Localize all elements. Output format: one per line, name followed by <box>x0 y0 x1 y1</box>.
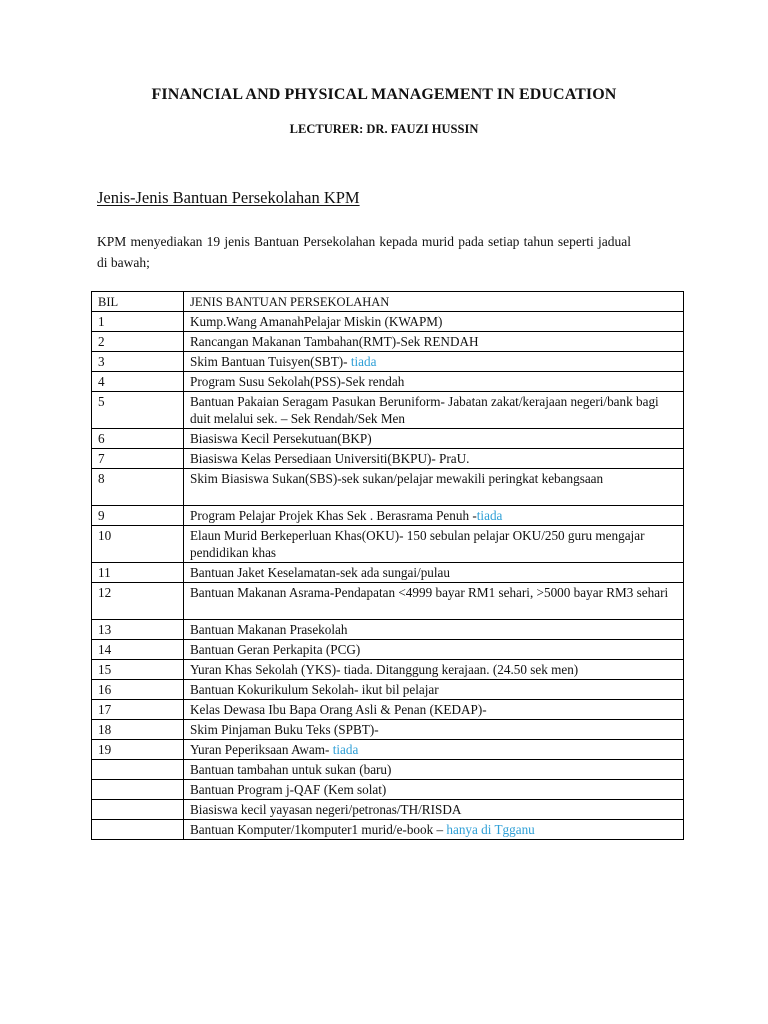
section-heading: Jenis-Jenis Bantuan Persekolahan KPM <box>97 188 360 207</box>
row-text <box>184 820 684 840</box>
row-text-main: Bantuan Komputer/1komputer1 murid/e-book – <box>190 822 447 837</box>
table-row <box>92 720 684 740</box>
row-bil: 16 <box>92 680 184 700</box>
row-text <box>184 583 684 620</box>
row-text-main: Bantuan Pakaian Seragam Pasukan Beruniform- Jabatan zakat/kerajaan negeri/bank bagi duit melalui sek. – Sek Rendah/Sek Men <box>190 394 659 426</box>
row-text <box>184 312 684 332</box>
row-text <box>184 800 684 820</box>
row-text <box>184 469 684 506</box>
row-bil: 12 <box>92 583 184 620</box>
row-bil: 14 <box>92 640 184 660</box>
row-text <box>184 429 684 449</box>
row-text-main: Yuran Peperiksaan Awam- <box>190 742 333 757</box>
row-note: tiada <box>476 508 503 523</box>
row-bil: 5 <box>92 392 184 429</box>
row-text <box>184 760 684 780</box>
table-row <box>92 392 684 429</box>
header-bil: BIL <box>92 292 184 312</box>
row-text-main: Bantuan Makanan Prasekolah <box>190 622 348 637</box>
row-bil: 6 <box>92 429 184 449</box>
row-text <box>184 352 684 372</box>
table-row <box>92 332 684 352</box>
table-row <box>92 372 684 392</box>
row-text-main: Biasiswa Kelas Persediaan Universiti(BKPU)- PraU. <box>190 451 470 466</box>
row-text-main: Bantuan Geran Perkapita (PCG) <box>190 642 361 657</box>
row-note: hanya di Tgganu <box>446 822 535 837</box>
row-text <box>184 392 684 429</box>
row-text-main: Program Pelajar Projek Khas Sek . Berasrama Penuh - <box>190 508 477 523</box>
row-note: tiada <box>350 354 377 369</box>
table-row <box>92 740 684 760</box>
table-body <box>92 312 684 840</box>
table-row <box>92 800 684 820</box>
row-text <box>184 332 684 352</box>
row-text <box>184 660 684 680</box>
intro-paragraph: KPM menyediakan 19 jenis Bantuan Persekolahan kepada murid pada setiap tahun seperti jadual di bawah; <box>97 234 631 270</box>
row-text <box>184 372 684 392</box>
row-bil: 19 <box>92 740 184 760</box>
row-bil: 13 <box>92 620 184 640</box>
row-text-main: Bantuan Jaket Keselamatan-sek ada sungai/pulau <box>190 565 450 580</box>
row-text-main: Program Susu Sekolah(PSS)-Sek rendah <box>190 374 405 389</box>
header-jenis: JENIS BANTUAN PERSEKOLAHAN <box>184 292 684 312</box>
row-text <box>184 449 684 469</box>
row-bil <box>92 760 184 780</box>
table-row <box>92 760 684 780</box>
row-bil: 3 <box>92 352 184 372</box>
table-row <box>92 563 684 583</box>
row-note: tiada <box>332 742 359 757</box>
row-bil: 7 <box>92 449 184 469</box>
row-text <box>184 506 684 526</box>
row-text <box>184 640 684 660</box>
row-text-main: Biasiswa Kecil Persekutuan(BKP) <box>190 431 372 446</box>
row-text-main: Bantuan Kokurikulum Sekolah- ikut bil pelajar <box>190 682 439 697</box>
row-bil: 15 <box>92 660 184 680</box>
row-text <box>184 620 684 640</box>
row-text-main: Bantuan Program j-QAF (Kem solat) <box>190 782 387 797</box>
row-text <box>184 700 684 720</box>
row-text-main: Bantuan tambahan untuk sukan (baru) <box>190 762 392 777</box>
document-title: FINANCIAL AND PHYSICAL MANAGEMENT IN EDUCATION <box>151 86 617 103</box>
bantuan-table <box>91 291 684 840</box>
table-row <box>92 700 684 720</box>
row-bil: 1 <box>92 312 184 332</box>
row-text-main: Yuran Khas Sekolah (YKS)- tiada. Ditanggung kerajaan. (24.50 sek men) <box>190 662 579 677</box>
row-text-main: Skim Bantuan Tuisyen(SBT)- <box>190 354 351 369</box>
table-row <box>92 640 684 660</box>
row-text <box>184 740 684 760</box>
row-bil: 4 <box>92 372 184 392</box>
row-text-main: Bantuan Makanan Asrama-Pendapatan <4999 bayar RM1 sehari, >5000 bayar RM3 sehari <box>190 585 669 600</box>
row-text-main: Biasiswa kecil yayasan negeri/petronas/TH/RISDA <box>190 802 462 817</box>
row-bil: 17 <box>92 700 184 720</box>
row-text <box>184 780 684 800</box>
table-row <box>92 620 684 640</box>
row-bil: 18 <box>92 720 184 740</box>
row-bil: 10 <box>92 526 184 563</box>
table-row <box>92 469 684 506</box>
table-row <box>92 780 684 800</box>
row-text-main: Skim Pinjaman Buku Teks (SPBT)- <box>190 722 379 737</box>
row-text <box>184 526 684 563</box>
row-text-main: Elaun Murid Berkeperluan Khas(OKU)- 150 sebulan pelajar OKU/250 guru mengajar pendidikan khas <box>190 528 645 560</box>
row-bil: 11 <box>92 563 184 583</box>
table-row <box>92 429 684 449</box>
row-bil <box>92 820 184 840</box>
row-bil <box>92 780 184 800</box>
table-row <box>92 583 684 620</box>
table-row <box>92 660 684 680</box>
row-text-main: Kelas Dewasa Ibu Bapa Orang Asli & Penan (KEDAP)- <box>190 702 487 717</box>
table-header-row <box>92 292 684 312</box>
table-row <box>92 526 684 563</box>
row-text <box>184 563 684 583</box>
table-row <box>92 506 684 526</box>
row-text-main: Kump.Wang AmanahPelajar Miskin (KWAPM) <box>190 314 443 329</box>
lecturer-line: LECTURER: DR. FAUZI HUSSIN <box>289 122 479 136</box>
table-row <box>92 680 684 700</box>
row-text-main: Skim Biasiswa Sukan(SBS)-sek sukan/pelajar mewakili peringkat kebangsaan <box>190 471 604 486</box>
table-row <box>92 352 684 372</box>
table-row <box>92 820 684 840</box>
row-text <box>184 720 684 740</box>
table-row <box>92 449 684 469</box>
row-text <box>184 680 684 700</box>
row-bil <box>92 800 184 820</box>
row-text-main: Rancangan Makanan Tambahan(RMT)-Sek RENDAH <box>190 334 479 349</box>
row-bil: 9 <box>92 506 184 526</box>
row-bil: 2 <box>92 332 184 352</box>
table-row <box>92 312 684 332</box>
row-bil: 8 <box>92 469 184 506</box>
